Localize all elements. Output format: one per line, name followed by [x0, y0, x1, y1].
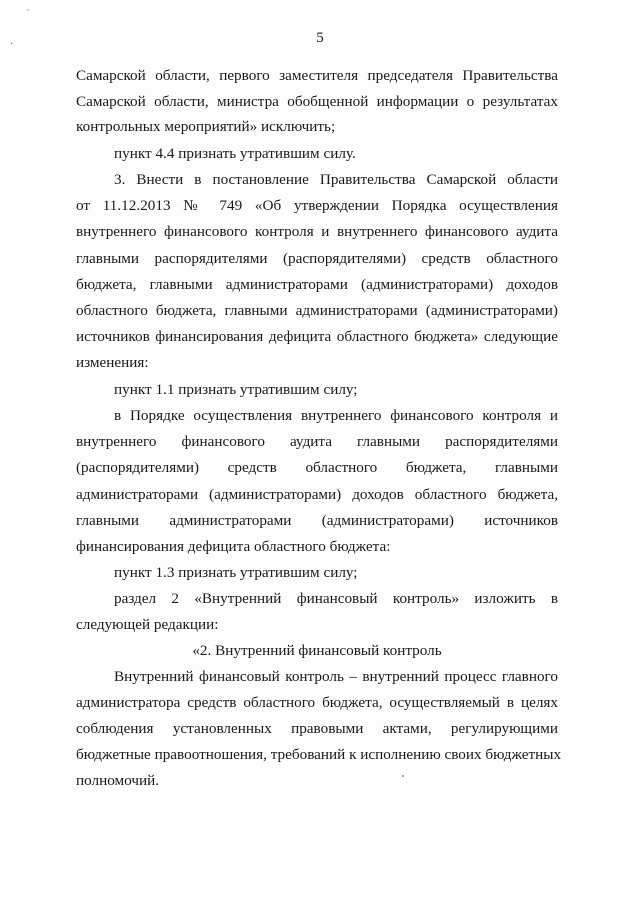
text-line: Внутренний финансовый контроль – внутренний процесс главного [114, 668, 558, 685]
text-line: областного бюджета, главными администраторами (администраторами) [76, 302, 558, 319]
page-number: 5 [316, 30, 324, 46]
scan-speck [402, 775, 404, 777]
text-line: 3. Внести в постановление Правительства Самарской области [114, 171, 558, 188]
text-line: изменения: [76, 354, 149, 371]
text-line: внутреннего финансового аудита главными распорядителями [76, 433, 558, 450]
scan-mark: · [10, 39, 14, 50]
text-line: внутреннего финансового контроля и внутреннего финансового аудита [76, 223, 558, 240]
text-line: полномочий. [76, 772, 160, 789]
text-line: главными администраторами (администраторами) источников [76, 512, 558, 529]
text-line: соблюдения установленных правовыми актами, регулирующими [76, 720, 558, 737]
section-heading: «2. Внутренний финансовый контроль [192, 642, 442, 659]
text-line: раздел 2 «Внутренний финансовый контроль» изложить в [114, 590, 558, 607]
text-line: администраторами (администраторами) доходов областного бюджета, [76, 486, 558, 503]
text-line: Самарской области, первого заместителя председателя Правительства [76, 67, 558, 84]
text-line: контрольных мероприятий» исключить; [76, 118, 336, 135]
text-line: главными распорядителями (распорядителями) средств областного [76, 250, 558, 267]
text-line: пункт 4.4 признать утратившим силу. [114, 145, 356, 162]
text-line: (распорядителями) средств областного бюджета, главными [76, 459, 558, 476]
text-line: в Порядке осуществления внутреннего финансового контроля и [114, 407, 558, 424]
text-line: финансирования дефицита областного бюджета: [76, 538, 391, 555]
text-line: Самарской области, министра обобщенной информации о результатах [76, 93, 558, 110]
text-line: от 11.12.2013 № 749 «Об утверждении Порядка осуществления [76, 197, 558, 214]
text-line: бюджетные правоотношения, требований к исполнению своих бюджетных [76, 746, 562, 763]
text-line: администратора средств областного бюджета, осуществляемый в целях [76, 694, 558, 711]
text-line: бюджета, главными администраторами (администраторами) доходов [76, 276, 558, 293]
text-line: пункт 1.3 признать утратившим силу; [114, 564, 358, 581]
text-line: источников финансирования дефицита областного бюджета» следующие [76, 328, 558, 345]
text-line: следующей редакции: [76, 616, 219, 633]
text-line: пункт 1.1 признать утратившим силу; [114, 381, 358, 398]
scan-mark: ˋ [26, 9, 30, 20]
